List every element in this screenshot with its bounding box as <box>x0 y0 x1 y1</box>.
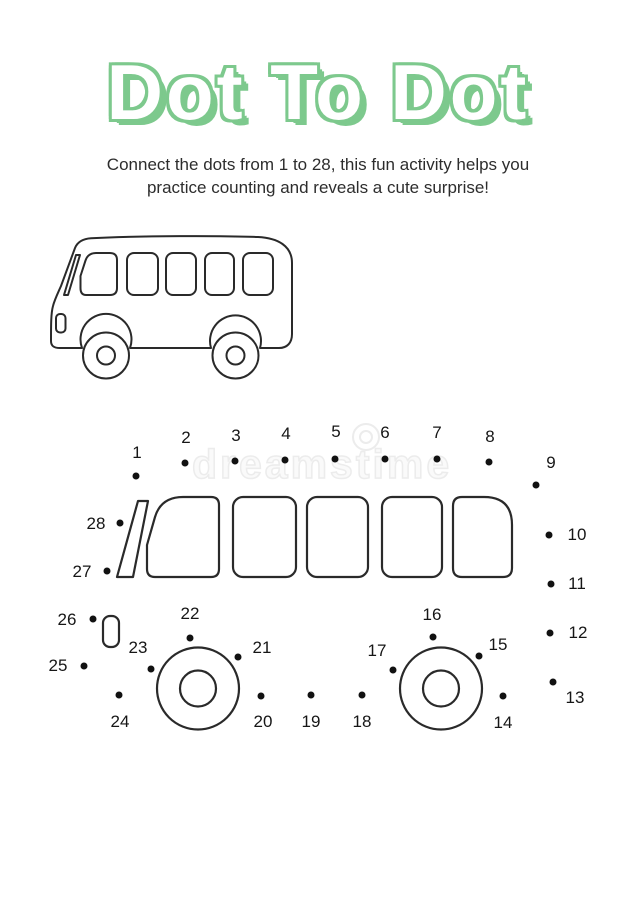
dot-6[interactable] <box>382 456 389 463</box>
instructions-line-2: practice counting and reveals a cute surprise! <box>146 178 490 197</box>
dot-number-label-27: 27 <box>72 562 92 581</box>
dot-number-label-9: 9 <box>546 453 556 472</box>
dot-number-label-2: 2 <box>181 428 191 447</box>
dot-number-label-15: 15 <box>488 635 508 654</box>
dot-number-label-3: 3 <box>231 426 241 445</box>
dot-number-label-22: 22 <box>180 604 200 623</box>
dot-number-label-13: 13 <box>565 688 585 707</box>
dot-24[interactable] <box>116 692 123 699</box>
dot-number-label-19: 19 <box>301 712 321 731</box>
dot-number-label-18: 18 <box>352 712 372 731</box>
watermark-text: dreamstime <box>192 441 453 487</box>
dot-number-label-5: 5 <box>331 422 341 441</box>
dot-18[interactable] <box>359 692 366 699</box>
dot-27[interactable] <box>104 568 111 575</box>
dot-number-label-25: 25 <box>48 656 68 675</box>
dot-number-label-6: 6 <box>380 423 390 442</box>
dot-13[interactable] <box>550 679 557 686</box>
dot-8[interactable] <box>486 459 493 466</box>
dot-number-label-8: 8 <box>485 427 495 446</box>
dot-number-label-24: 24 <box>110 712 130 731</box>
dot-number-label-12: 12 <box>568 623 588 642</box>
dot-20[interactable] <box>258 693 265 700</box>
dot-number-label-7: 7 <box>432 423 442 442</box>
dot-2[interactable] <box>182 460 189 467</box>
dot-26[interactable] <box>90 616 97 623</box>
dot-number-label-16: 16 <box>422 605 442 624</box>
dot-number-label-1: 1 <box>132 443 142 462</box>
dot-number-label-20: 20 <box>253 712 273 731</box>
dot-25[interactable] <box>81 663 88 670</box>
dot-number-label-23: 23 <box>128 638 148 657</box>
dot-21[interactable] <box>235 654 242 661</box>
dot-19[interactable] <box>308 692 315 699</box>
dot-number-label-11: 11 <box>568 574 586 593</box>
dot-number-label-4: 4 <box>281 424 291 443</box>
dot-17[interactable] <box>390 667 397 674</box>
dot-number-label-28: 28 <box>86 514 106 533</box>
dot-14[interactable] <box>500 693 507 700</box>
dot-9[interactable] <box>533 482 540 489</box>
dot-3[interactable] <box>232 458 239 465</box>
dot-16[interactable] <box>430 634 437 641</box>
dot-5[interactable] <box>332 456 339 463</box>
dot-10[interactable] <box>546 532 553 539</box>
dot-1[interactable] <box>133 473 140 480</box>
dot-number-label-10: 10 <box>567 525 587 544</box>
dot-number-label-26: 26 <box>57 610 77 629</box>
dot-11[interactable] <box>548 581 555 588</box>
dot-15[interactable] <box>476 653 483 660</box>
dot-number-label-14: 14 <box>493 713 513 732</box>
page-title: Dot To Dot <box>106 48 530 136</box>
dot-22[interactable] <box>187 635 194 642</box>
dot-28[interactable] <box>117 520 124 527</box>
dot-12[interactable] <box>547 630 554 637</box>
dot-number-label-21: 21 <box>252 638 272 657</box>
dot-4[interactable] <box>282 457 289 464</box>
instructions-line-1: Connect the dots from 1 to 28, this fun activity helps you <box>106 155 530 174</box>
dot-23[interactable] <box>148 666 155 673</box>
dot-7[interactable] <box>434 456 441 463</box>
dot-number-label-17: 17 <box>367 641 387 660</box>
